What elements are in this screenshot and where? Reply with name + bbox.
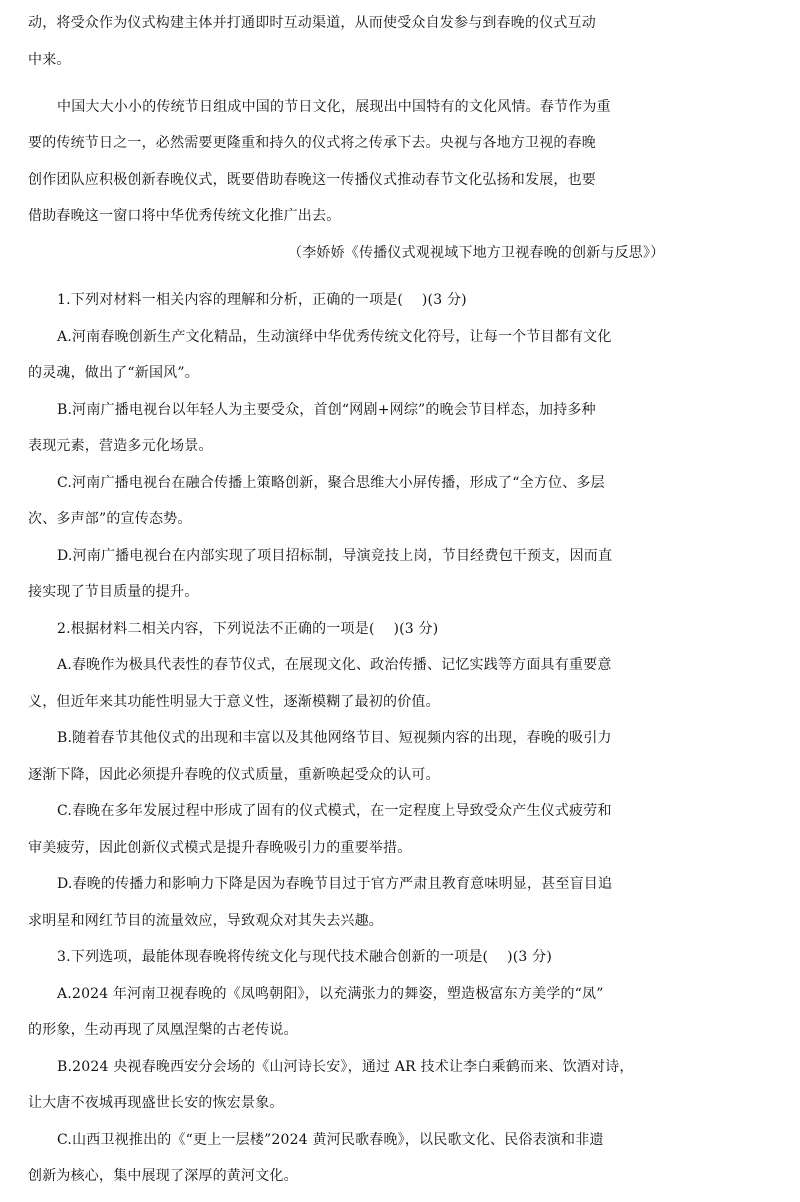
text-line: 中国大大小小的传统节日组成中国的节日文化，展现出中国特有的文化风情。春节作为重 — [57, 99, 611, 115]
option-1b-line: 表现元素，营造多元化场景。 — [28, 438, 213, 454]
option-1a-line: 的灵魂，做出了“新国风”。 — [28, 365, 199, 381]
option-1c-line: 次、多声部”的宣传态势。 — [28, 511, 192, 527]
option-2d-line: 求明星和网红节目的流量效应，导致观众对其失去兴趣。 — [28, 913, 383, 929]
option-1b-line: B.河南广播电视台以年轻人为主要受众，首创“网剧+网综”的晚会节目样态，加持多种 — [57, 402, 596, 418]
option-3b-line: 让大唐不夜城再现盛世长安的恢宏景象。 — [28, 1095, 284, 1111]
text-line: 创作团队应积极创新春晚仪式，既要借助春晚这一传播仪式推动春节文化弘扬和发展，也要 — [28, 172, 596, 188]
option-3c-line: C.山西卫视推出的《“更上一层楼”2024 黄河民歌春晚》，以民歌文化、民俗表演和非遗 — [57, 1132, 604, 1148]
option-1d-line: 接实现了节目质量的提升。 — [28, 584, 199, 600]
question-2-stem: 2.根据材料二相关内容，下列说法不正确的一项是( )(3 分) — [57, 621, 439, 637]
option-1a-line: A.河南春晚创新生产文化精品，生动演绎中华优秀传统文化符号，让每一个节目都有文化 — [57, 329, 612, 345]
option-3a-line: A.2024 年河南卫视春晚的《凤鸣朝阳》，以充满张力的舞姿，塑造极富东方美学的“凤” — [57, 986, 604, 1002]
option-2d-line: D.春晚的传播力和影响力下降是因为春晚节目过于官方严肃且教育意味明显，甚至盲目追 — [57, 876, 613, 892]
text-line: 动，将受众作为仪式构建主体并打通即时互动渠道，从而使受众自发参与到春晚的仪式互动 — [28, 15, 596, 31]
text-line: 要的传统节日之一，必然需要更隆重和持久的仪式将之传承下去。央视与各地方卫视的春晚 — [28, 135, 596, 151]
text-line: 中来。 — [28, 52, 71, 68]
option-1c-line: C.河南广播电视台在融合传播上策略创新，聚合思维大小屏传播，形成了“全方位、多层 — [57, 475, 605, 491]
option-2c-line: 审美疲劳，因此创新仪式模式是提升春晚吸引力的重要举措。 — [28, 840, 412, 856]
option-2b-line: B.随着春节其他仪式的出现和丰富以及其他网络节目、短视频内容的出现，春晚的吸引力 — [57, 730, 612, 746]
option-1d-line: D.河南广播电视台在内部实现了项目招标制，导演竞技上岗，节目经费包干预支，因而直 — [57, 548, 613, 564]
option-3a-line: 的形象，生动再现了凤凰涅槃的古老传说。 — [28, 1022, 298, 1038]
option-2b-line: 逐渐下降，因此必须提升春晚的仪式质量，重新唤起受众的认可。 — [28, 767, 440, 783]
text-line: 借助春晚这一窗口将中华优秀传统文化推广出去。 — [28, 208, 341, 224]
question-1-stem: 1.下列对材料一相关内容的理解和分析，正确的一项是( )(3 分) — [57, 292, 467, 308]
question-3-stem: 3.下列选项，最能体现春晚将传统文化与现代技术融合创新的一项是( )(3 分) — [57, 949, 553, 965]
option-3b-line: B.2024 央视春晚西安分会场的《山河诗长安》，通过 AR 技术让李白乘鹤而来、饮酒对诗， — [57, 1059, 634, 1075]
source-citation: （李娇娇《传播仪式观视域下地方卫视春晚的创新与反思》） — [288, 245, 665, 261]
option-2a-line: A.春晚作为极具代表性的春节仪式，在展现文化、政治传播、记忆实践等方面具有重要意 — [57, 657, 612, 673]
option-2a-line: 义，但近年来其功能性明显大于意义性，逐渐模糊了最初的价值。 — [28, 694, 440, 710]
option-2c-line: C.春晚在多年发展过程中形成了固有的仪式模式，在一定程度上导致受众产生仪式疲劳和 — [57, 803, 612, 819]
option-3c-line: 创新为核心，集中展现了深厚的黄河文化。 — [28, 1168, 298, 1184]
